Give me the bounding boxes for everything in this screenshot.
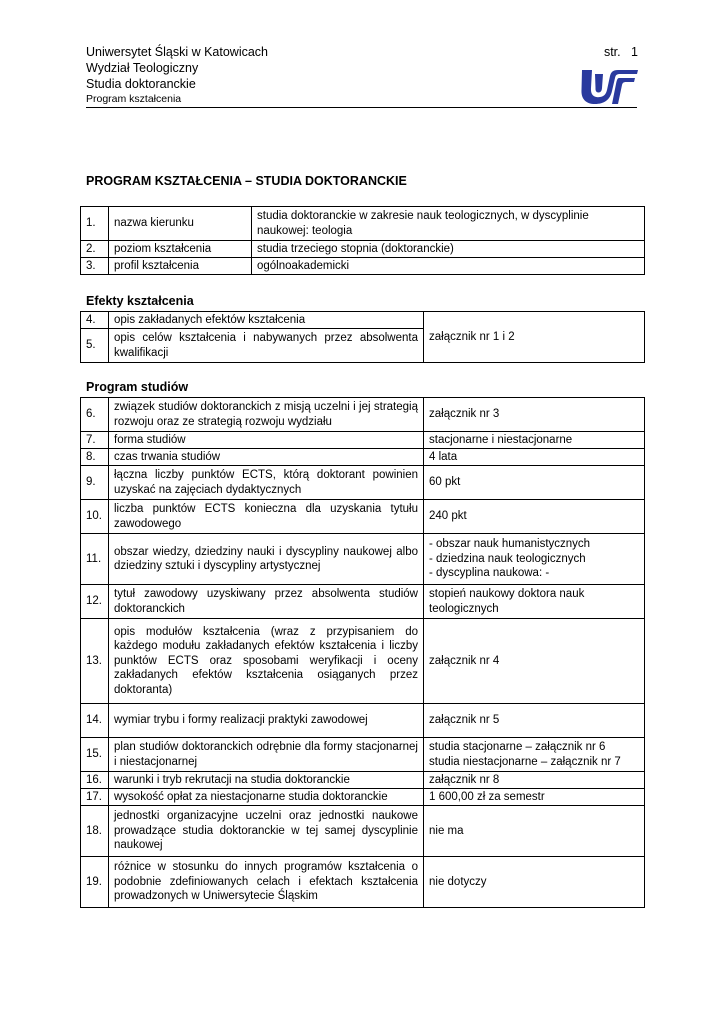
table-row [81, 312, 645, 329]
row-label: czas trwania studiów [109, 449, 424, 466]
row-label: wysokość opłat za niestacjonarne studia doktoranckie [109, 789, 424, 806]
row-value-line: studia niestacjonarne – załącznik nr 7 [429, 755, 621, 768]
row-value-line: stacjonarne i niestacjonarne [429, 433, 573, 446]
row-label: liczba punktów ECTS konieczna dla uzyskania tytułu zawodowego [109, 500, 424, 534]
row-label: związek studiów doktoranckich z misją uczelni i jej strategią rozwoju oraz ze strategią rozwoju wydziału [109, 398, 424, 432]
row-number: 11. [81, 534, 109, 585]
row-number: 10. [81, 500, 109, 534]
row-label: opis zakładanych efektów kształcenia [109, 312, 424, 329]
row-value-line: załącznik nr 4 [429, 654, 500, 667]
row-number: 14. [81, 704, 109, 738]
efekty-table [80, 311, 645, 363]
header-divider [86, 107, 637, 108]
row-label: profil kształcenia [109, 258, 252, 275]
row-value [424, 772, 645, 789]
row-value-line: 1 600,00 zł za semestr [429, 790, 545, 803]
table-row [81, 398, 645, 432]
page-header [86, 44, 638, 107]
table-row [81, 449, 645, 466]
row-value-line: nie ma [429, 824, 464, 837]
row-value-line: 240 pkt [429, 510, 467, 523]
row-value-line: załącznik nr 5 [429, 714, 500, 727]
table-row [81, 241, 645, 258]
table-row [81, 857, 645, 908]
row-number: 17. [81, 789, 109, 806]
row-value: studia doktoranckie w zakresie nauk teologicznych, w dyscyplinie naukowej: teologia [252, 207, 645, 241]
row-number: 13. [81, 619, 109, 704]
row-number: 2. [81, 241, 109, 258]
row-number: 12. [81, 585, 109, 619]
row-value [424, 738, 645, 772]
row-value [424, 466, 645, 500]
row-value-line: nie dotyczy [429, 875, 487, 888]
table-row [81, 534, 645, 585]
row-number: 19. [81, 857, 109, 908]
table-row [81, 466, 645, 500]
row-number: 9. [81, 466, 109, 500]
table-row [81, 704, 645, 738]
row-value-line: załącznik nr 8 [429, 773, 500, 786]
header-faculty: Wydział Teologiczny [86, 61, 199, 75]
page-title: PROGRAM KSZTAŁCENIA – STUDIA DOKTORANCKIE [86, 174, 407, 188]
row-label: jednostki organizacyjne uczelni oraz jednostki naukowe prowadzące studia doktoranckie w tej samej dyscyplinie naukowej [109, 806, 424, 857]
header-doc: Program kształcenia [86, 93, 182, 105]
row-value [424, 704, 645, 738]
row-number: 8. [81, 449, 109, 466]
row-value [424, 857, 645, 908]
row-value [424, 534, 645, 585]
row-label: poziom kształcenia [109, 241, 252, 258]
row-value-line: stopień naukowy doktora nauk teologicznych [429, 588, 585, 615]
row-label: tytuł zawodowy uzyskiwany przez absolwenta studiów doktoranckich [109, 585, 424, 619]
row-value: ogólnoakademicki [252, 258, 645, 275]
row-label: forma studiów [109, 432, 424, 449]
row-value [424, 806, 645, 857]
row-value-line: załącznik nr 3 [429, 408, 500, 421]
table-row [81, 585, 645, 619]
program-table [80, 397, 645, 908]
row-number: 18. [81, 806, 109, 857]
row-label: obszar wiedzy, dziedziny nauki i dyscypliny naukowej albo dziedziny sztuki i dyscypliny artystycznej [109, 534, 424, 585]
table-row [81, 772, 645, 789]
row-number: 1. [81, 207, 109, 241]
row-label: plan studiów doktoranckich odrębnie dla formy stacjonarnej i niestacjonarnej [109, 738, 424, 772]
row-value [424, 500, 645, 534]
table-row [81, 432, 645, 449]
program-section-title: Program studiów [86, 380, 189, 394]
table-row [81, 738, 645, 772]
header-studies: Studia doktoranckie [86, 77, 196, 91]
row-value [424, 449, 645, 466]
row-value [424, 619, 645, 704]
row-value-line: - obszar nauk humanistycznych [429, 538, 591, 551]
row-value: studia trzeciego stopnia (doktoranckie) [252, 241, 645, 258]
row-value [424, 432, 645, 449]
row-value [424, 585, 645, 619]
row-label: wymiar trybu i formy realizacji praktyki zawodowej [109, 704, 424, 738]
row-value-line: - dziedzina nauk teologicznych [429, 552, 586, 565]
row-value: załącznik nr 1 i 2 [424, 312, 645, 363]
row-number: 4. [81, 312, 109, 329]
table-row [81, 500, 645, 534]
table-row [81, 789, 645, 806]
row-number: 16. [81, 772, 109, 789]
table-row [81, 207, 645, 241]
row-value-line: - dyscyplina naukowa: - [429, 567, 550, 580]
header-university: Uniwersytet Śląski w Katowicach [86, 45, 269, 59]
row-label: różnice w stosunku do innych programów kształcenia o podobnie zdefiniowanych celach i efektach kształcenia prowadzonych w Uniwersytecie Śląskim [109, 857, 424, 908]
row-label: opis celów kształcenia i nabywanych przez absolwenta kwalifikacji [109, 329, 424, 363]
table-row [81, 258, 645, 275]
efekty-section-title: Efekty kształcenia [86, 294, 194, 308]
row-value [424, 398, 645, 432]
row-label: łączna liczby punktów ECTS, którą doktorant powinien uzyskać na zajęciach dydaktycznych [109, 466, 424, 500]
row-number: 3. [81, 258, 109, 275]
row-value-line: 4 lata [429, 450, 458, 463]
university-logo-icon [580, 64, 640, 106]
row-label: nazwa kierunku [109, 207, 252, 241]
table-row [81, 619, 645, 704]
table-row [81, 806, 645, 857]
row-number: 5. [81, 329, 109, 363]
row-value-line: studia stacjonarne – załącznik nr 6 [429, 741, 606, 753]
row-label: warunki i tryb rekrutacji na studia doktoranckie [109, 772, 424, 789]
row-number: 15. [81, 738, 109, 772]
general-info-table [80, 206, 645, 275]
row-label: opis modułów kształcenia (wraz z przypisaniem do każdego modułu zakładanych efektów kształcenia i liczby punktów ECTS oraz sposobami weryfikacji i oceny zakładanych efektów kształcenia osiąganych przez doktoranta) [109, 619, 424, 704]
row-value-line: 60 pkt [429, 476, 461, 489]
row-value [424, 789, 645, 806]
page-number: str. 1 [603, 45, 638, 59]
row-number: 6. [81, 398, 109, 432]
row-number: 7. [81, 432, 109, 449]
